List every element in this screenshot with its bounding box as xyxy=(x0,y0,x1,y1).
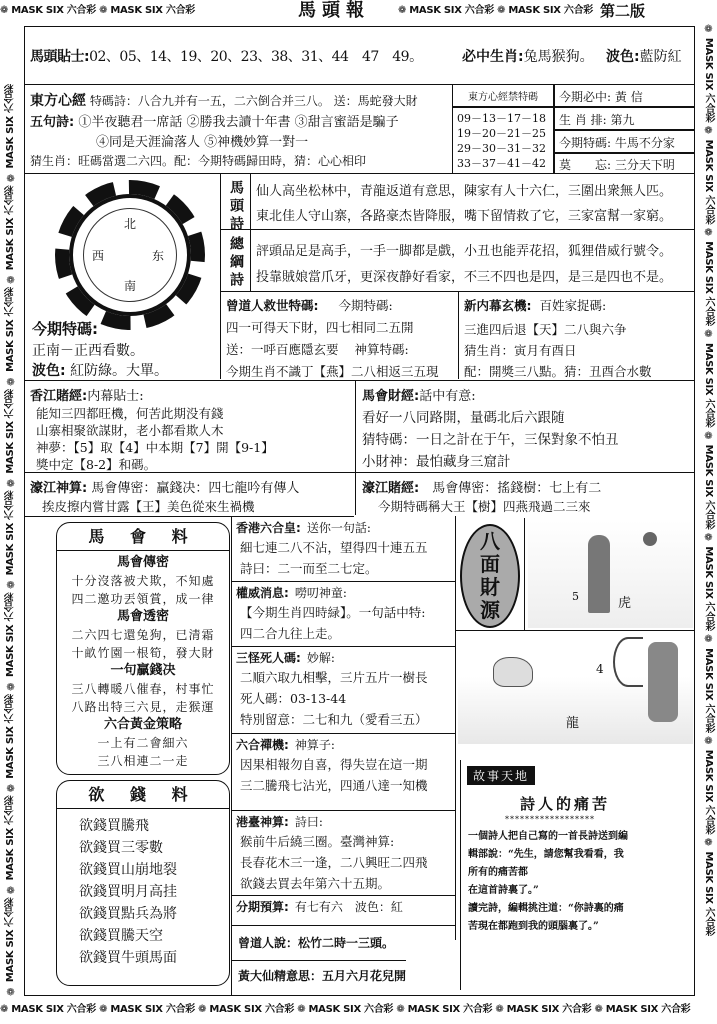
banned-row: 09－13－17－18 xyxy=(457,112,546,125)
zengdao-line: 神算特碼: xyxy=(354,342,409,357)
bamian-caiyuan-badge xyxy=(460,524,520,628)
illustration-scholar xyxy=(528,520,693,628)
poem-line: ①半夜聽君一席話 xyxy=(78,115,183,130)
section-divider xyxy=(231,733,455,734)
story-title: 詩人的痛苦 xyxy=(520,795,611,813)
left-border-band: ❁ MASK SIX 六合彩 ❁ MASK SIX 六合彩 ❁ MASK SIX 六合彩 ❁ MASK SIX 六合彩 ❁ MASK SIX 六合彩 ❁ MASK SIX 六合彩 ❁ MASK SIX 六合彩 ❁ MASK SIX 六合彩 ❁ MASK SIX 六合彩 xyxy=(5,83,16,996)
story-line: 輯部說：“先生，請您幫我看看，我 xyxy=(468,849,624,860)
mid-section-line: 猴前牛后繞三圈。臺灣神算: xyxy=(240,834,395,849)
poem-label-zonggang: 總綱詩 xyxy=(228,236,244,290)
mid-section-title: 分期預算: xyxy=(236,900,289,914)
xiangjiang-title: 香江賭經: xyxy=(30,389,88,404)
yuqian-liao-line: 欲錢買騰天空 xyxy=(79,928,163,944)
compass-west: 西 xyxy=(92,249,105,263)
shensuan-line: 挨皮擦内嘗甘露【王】美色從來生禍機 xyxy=(42,499,255,514)
info-value: 黃 信 xyxy=(614,90,643,104)
bamian-title: 八面財源 xyxy=(480,529,500,622)
header-wave xyxy=(606,46,682,66)
yuqian-liao-line: 欲錢買明月高挂 xyxy=(79,884,177,900)
story-line: 讀完詩，編輯挑注道：“你詩裏的痛 xyxy=(468,903,624,914)
mid-section-line: 細七連二八不沾，望得四十連五五 xyxy=(240,540,428,555)
xiangjiang-sub: 内幕貼士: xyxy=(87,389,144,404)
tips-numbers: 02、05、14、19、20、23、38、31、44 47 49。 xyxy=(89,49,423,65)
poem-line: ③甜言蜜語是騙子 xyxy=(294,115,399,130)
header-tips xyxy=(30,46,423,66)
mid-section-header xyxy=(236,898,403,915)
shensuan-title: 濠江神算: xyxy=(30,481,88,496)
mid-section-line: 長春花木三一逢，二八興旺二四飛 xyxy=(240,855,428,870)
info-value: 三分天下明 xyxy=(614,158,675,172)
yuqian-liao-title: 欲 錢 料 xyxy=(57,781,229,809)
mid-section-line: 欲錢去買去年第六十五期。 xyxy=(240,876,391,891)
special-line: 正南－正西看數。 xyxy=(32,343,144,359)
xiangjiang-line: 獎中定【8-2】和碼。 xyxy=(36,457,157,472)
mid-section-header xyxy=(236,649,335,666)
mid-section-title: 港臺神算: xyxy=(236,815,289,829)
poem-line: ②勝我去讀十年書 xyxy=(186,115,291,130)
dujing-line: 馬會傳密：搖錢樹：七上有二 xyxy=(432,481,602,496)
info-value: 第九 xyxy=(610,113,635,127)
wave-value: 藍防紅 xyxy=(639,49,682,65)
edition-label: 第二版 xyxy=(600,2,646,20)
mahui-liao-line: 一上有二會細六 xyxy=(97,736,189,750)
zodiac-label: 必中生肖: xyxy=(462,49,524,65)
image-number: 4 xyxy=(596,662,604,676)
banned-row: 19－20－21－25 xyxy=(457,127,546,140)
right-border-band: ❁ MASK SIX 六合彩 ❁ MASK SIX 六合彩 ❁ MASK SIX 六合彩 ❁ MASK SIX 六合彩 ❁ MASK SIX 六合彩 ❁ MASK SIX 六合彩 ❁ MASK SIX 六合彩 ❁ MASK SIX 六合彩 ❁ MASK SIX 六合彩 xyxy=(703,24,714,937)
masthead-title: 馬頭報 xyxy=(298,0,370,21)
poem-line: 投靠賊娘當爪牙，更深夜静好看家，不三不四也是四，是三是四也不是。 xyxy=(256,270,673,285)
mahui-liao-title: 馬 會 料 xyxy=(57,523,229,551)
story-divider: ****************** xyxy=(505,815,595,824)
neimu-line: 猜生肖：寅月有酉日 xyxy=(464,343,577,358)
neimu-title: 新内幕玄機: xyxy=(464,298,532,313)
caijing-line: 猜特碼：一日之計在于午，三保對象不怕丑 xyxy=(362,432,619,448)
mid-section-sub: 詩曰: xyxy=(294,815,323,829)
neimu-sub: 百姓家捉碼: xyxy=(539,298,607,313)
poem-line: ④同是天涯淪落人 xyxy=(96,135,201,150)
mid-section-line: 四二合九往上走。 xyxy=(240,626,341,641)
section-divider xyxy=(231,895,455,896)
info-key: 莫 忘: xyxy=(559,158,612,172)
mid-section-header xyxy=(236,519,371,536)
zengdao-title: 曾道人救世特碼: xyxy=(226,298,319,313)
table-header: 東方心經禁特碼 xyxy=(452,84,554,107)
dongfang-guess: 猜生肖：旺碼當選二六四。配：今期特碼歸田時，猜：心心相印 xyxy=(30,154,367,168)
compass-south: 南 xyxy=(124,279,137,293)
mid-section-sub: 有七有六 波色：紅 xyxy=(294,900,403,914)
caijing-line: 看好一八同路開，量碼北后六跟随 xyxy=(362,410,565,426)
yuqian-liao-line: 欲錢買山崩地裂 xyxy=(79,862,177,878)
mid-section-header xyxy=(236,584,347,601)
info-key: 生 肖 排: xyxy=(559,113,607,127)
mid-section-line: 詩曰：二一而至二七定。 xyxy=(240,561,378,576)
zengdao-line: 送：一呼百應隱玄要 xyxy=(226,342,339,357)
mahui-liao-box xyxy=(56,522,230,775)
top-border-band: ❁ MASK SIX 六合彩 ❁ MASK SIX 六合彩 xyxy=(398,5,593,16)
special-title: 今期特碼: xyxy=(32,320,98,338)
yuqian-liao-line: 欲錢買牛頭馬面 xyxy=(79,950,177,966)
huangdaxian-says: 黃大仙精意思：五月六月花兒開 xyxy=(238,969,407,983)
top-border-band xyxy=(652,0,717,22)
five-poem-label: 五句詩: xyxy=(30,115,75,130)
story-line: 所有的痛苦都 xyxy=(468,867,528,878)
compass-east: 东 xyxy=(152,249,165,263)
poem-line: ⑤神機妙算一對一 xyxy=(204,135,309,150)
wave-label: 波色: xyxy=(606,49,640,65)
mahui-liao-heading: 一句贏錢决 xyxy=(110,663,176,678)
caijing-sub: 話中有意: xyxy=(419,389,476,404)
mahui-liao-line: 四二邀功丟領賞，成一律 xyxy=(71,592,215,606)
banned-row: 29－30－31－32 xyxy=(457,142,546,155)
mid-section-line: 【今期生肖四時緑】。一句話中特: xyxy=(240,605,426,620)
mid-section-line: 特別留意：二七和九（愛看三五） xyxy=(240,712,428,727)
section-divider xyxy=(231,810,455,811)
yuqian-liao-box xyxy=(56,780,230,986)
mid-section-title: 權威消息: xyxy=(236,586,289,600)
mahui-liao-line: 十畝竹園一根筍，發大財 xyxy=(71,646,215,660)
image-zodiac: 龍 xyxy=(566,716,580,731)
special-wave: 紅防綠。大單。 xyxy=(70,363,169,379)
section-divider xyxy=(231,646,455,647)
yuqian-liao-line: 欲錢買三零數 xyxy=(79,840,163,856)
banned-row: 33－37－41－42 xyxy=(457,157,546,170)
compass-north: 北 xyxy=(124,217,137,231)
poem-line: 東北佳人守山寨，各路豪杰皆降服，嘴下留情救了它，三家富幫一家窮。 xyxy=(256,209,673,224)
dongfang-title: 東方心經 xyxy=(30,93,86,109)
neimu-line: 三進四后退【天】二八與六争 xyxy=(464,322,627,337)
story-tag: 故事天地 xyxy=(467,766,535,785)
zengdao-sub: 今期特碼: xyxy=(338,298,393,313)
mahui-liao-line: 二六四七還兔狗，已清霜 xyxy=(71,628,215,642)
poem-line: 評頭品足是高手，一手一脚都是戲，小丑也能弄花招，狐狸借威行號令。 xyxy=(256,244,673,259)
mahui-liao-line: 三八轉暖八催春，村事忙 xyxy=(71,682,215,696)
mid-section-header xyxy=(236,813,323,830)
special-wave-label: 波色: xyxy=(32,363,66,379)
tips-label: 馬頭貼士: xyxy=(30,49,90,65)
mid-section-header xyxy=(236,736,335,753)
mid-section-line: 死人碼：03-13-44 xyxy=(240,691,347,706)
mahui-liao-heading: 六合黃金策略 xyxy=(103,717,182,732)
yuqian-liao-line: 欲錢買騰飛 xyxy=(79,818,149,834)
mahui-liao-heading: 馬會傳密 xyxy=(116,555,169,570)
mid-section-sub: 送你一句話: xyxy=(306,521,371,535)
bottom-border-band: ❁ MASK SIX 六合彩 ❁ MASK SIX 六合彩 ❁ MASK SIX 六合彩 ❁ MASK SIX 六合彩 ❁ MASK SIX 六合彩 ❁ MASK SIX 六合彩 ❁ MASK SIX 六合彩 xyxy=(0,1004,691,1015)
xiangjiang-line: 神夢：【5】取【4】中本期【7】開【9-1】 xyxy=(36,440,274,455)
mahui-liao-line: 八路出特三六見，走猴運 xyxy=(71,700,215,714)
story-line: 在這首詩裏了。” xyxy=(468,885,539,896)
zengdao-line: 今期生肖不識丁【燕】二八相返三五現 xyxy=(226,364,439,379)
mahui-liao-line: 三八相連二一走 xyxy=(97,754,189,768)
mid-section-line: 三二騰飛七沾光，四通八達一知機 xyxy=(240,778,428,793)
mid-section-sub: 妙解: xyxy=(306,651,335,665)
mid-section-title: 三怪死人碼: xyxy=(236,651,301,665)
zengdao-says: 曾道人說：松竹二時一三頭。 xyxy=(238,936,395,950)
story-line: 苦現在都跑到我的頭腦裏了。” xyxy=(468,921,599,932)
neimu-line: 配：開獎三八點。猜：丑酉合水數 xyxy=(464,364,652,379)
mid-section-line: 二順六取九相擊，三片五片一樹長 xyxy=(240,670,428,685)
zengdao-line: 四一可得天下財，四七相同二五開 xyxy=(226,320,414,335)
poem-label-matou: 馬頭詩 xyxy=(228,180,244,234)
mid-section-title: 六合禪機: xyxy=(236,738,289,752)
xiangjiang-line: 能知三四都旺機，何苦此期没有錢 xyxy=(36,406,224,421)
shensuan-line: 馬會傳密：贏錢决：四七龍吟有傳人 xyxy=(91,481,300,496)
mid-section-line: 因果相報勿自喜，得失豈在這一期 xyxy=(240,757,428,772)
mahui-liao-line: 十分沒落被犬欺，不知處 xyxy=(71,574,215,588)
mid-section-title: 香港六合皇: xyxy=(236,521,301,535)
xiangjiang-line: 山寨相聚欲謀財，老小都看欺人木 xyxy=(36,423,224,438)
top-border-band: ❁ MASK SIX 六合彩 ❁ MASK SIX 六合彩 xyxy=(0,5,195,16)
illustration-deer-archer xyxy=(458,632,693,744)
poem-line: 仙人高坐松林中，青龍返道有意思，陳家有人十六仁，三圍出衆無人匹。 xyxy=(256,184,673,199)
info-key: 今期必中: xyxy=(559,90,612,104)
mahui-liao-heading: 馬會透密 xyxy=(116,609,169,624)
yuqian-liao-line: 欲錢買點兵為將 xyxy=(79,906,177,922)
section-divider xyxy=(231,581,455,582)
info-key: 今期特碼: xyxy=(559,136,612,150)
caijing-line: 小財神：最怕藏身三窟計 xyxy=(362,454,511,470)
image-number: 5 xyxy=(572,590,579,603)
banned-numbers xyxy=(452,107,554,173)
dujing-line: 今期特碼稱大王【樹】四燕飛過二三來 xyxy=(378,499,591,514)
mid-section-sub: 嘮叨神童: xyxy=(294,586,347,600)
zodiac-value: 兔馬猴狗。 xyxy=(523,49,594,65)
dongfang-special-poem: 特碼詩：八合九并有一五，二六倒合并三八。 送：馬蛇發大財 xyxy=(89,94,418,108)
info-value: 牛馬不分家 xyxy=(614,136,675,150)
header-zodiac xyxy=(462,46,594,66)
story-line: 一個詩人把自己寫的一首長詩送到編 xyxy=(468,831,628,842)
caijing-title: 馬會財經: xyxy=(362,389,420,404)
mid-section-sub: 神算子: xyxy=(294,738,335,752)
image-zodiac: 虎 xyxy=(618,596,632,611)
dujing-title: 濠江賭經: xyxy=(362,481,420,496)
